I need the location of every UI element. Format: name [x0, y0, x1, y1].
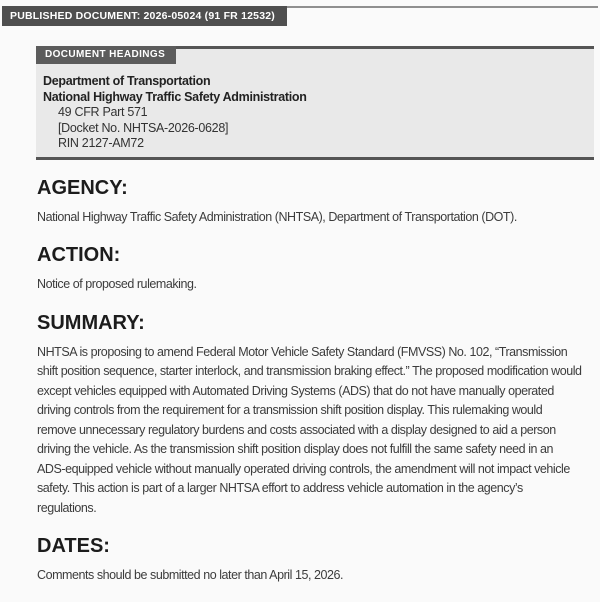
agency-line-administration: National Highway Traffic Safety Administration [43, 89, 307, 104]
document-headings-box [36, 46, 594, 160]
docket-number-line: [Docket No. NHTSA-2026-0628] [58, 120, 229, 135]
document-headings-label: DOCUMENT HEADINGS [36, 46, 176, 64]
dates-heading: DATES: [37, 535, 110, 557]
section-dates [37, 536, 582, 586]
agency-text: National Highway Traffic Safety Administration (NHTSA), Department of Transportation (DOT). [37, 209, 517, 224]
action-text: Notice of proposed rulemaking. [37, 277, 197, 291]
summary-text: NHTSA is proposing to amend Federal Motor Vehicle Safety Standard (FMVSS) No. 102, “Transmission shift position sequence, starter interlock, and transmission braking effect.” The proposed modification would except vehicles equipped with Automated Driving Systems (ADS) that do not have manually operated driving controls from the requirement for a transmission shift position display. This rulemaking would remove unnecessary regulatory burdens and costs associated with a display designed to aid a person driving the vehicle. As the transmission shift position display does not fulfill the same safety need in an ADS-equipped vehicle without manually operated driving controls, the amendment will not impact vehicle safety. This action is part of a larger NHTSA effort to address vehicle automation in the agency’s regulations. [37, 344, 582, 515]
section-summary [37, 313, 582, 519]
rin-line: RIN 2127-AM72 [58, 136, 144, 150]
document-body [37, 178, 582, 586]
document-headings-content [43, 74, 584, 152]
top-rule [2, 6, 598, 26]
agency-heading: AGENCY: [37, 176, 128, 199]
published-document-bar: PUBLISHED DOCUMENT: 2026-05024 (91 FR 12532) [2, 6, 287, 26]
section-action [37, 245, 582, 295]
cfr-part-line: 49 CFR Part 571 [58, 105, 148, 119]
summary-heading: SUMMARY: [37, 311, 145, 334]
action-heading: ACTION: [37, 244, 121, 266]
section-agency [37, 178, 582, 228]
agency-line-department: Department of Transportation [43, 74, 211, 88]
dates-text: Comments should be submitted no later than April 15, 2026. [37, 568, 344, 582]
